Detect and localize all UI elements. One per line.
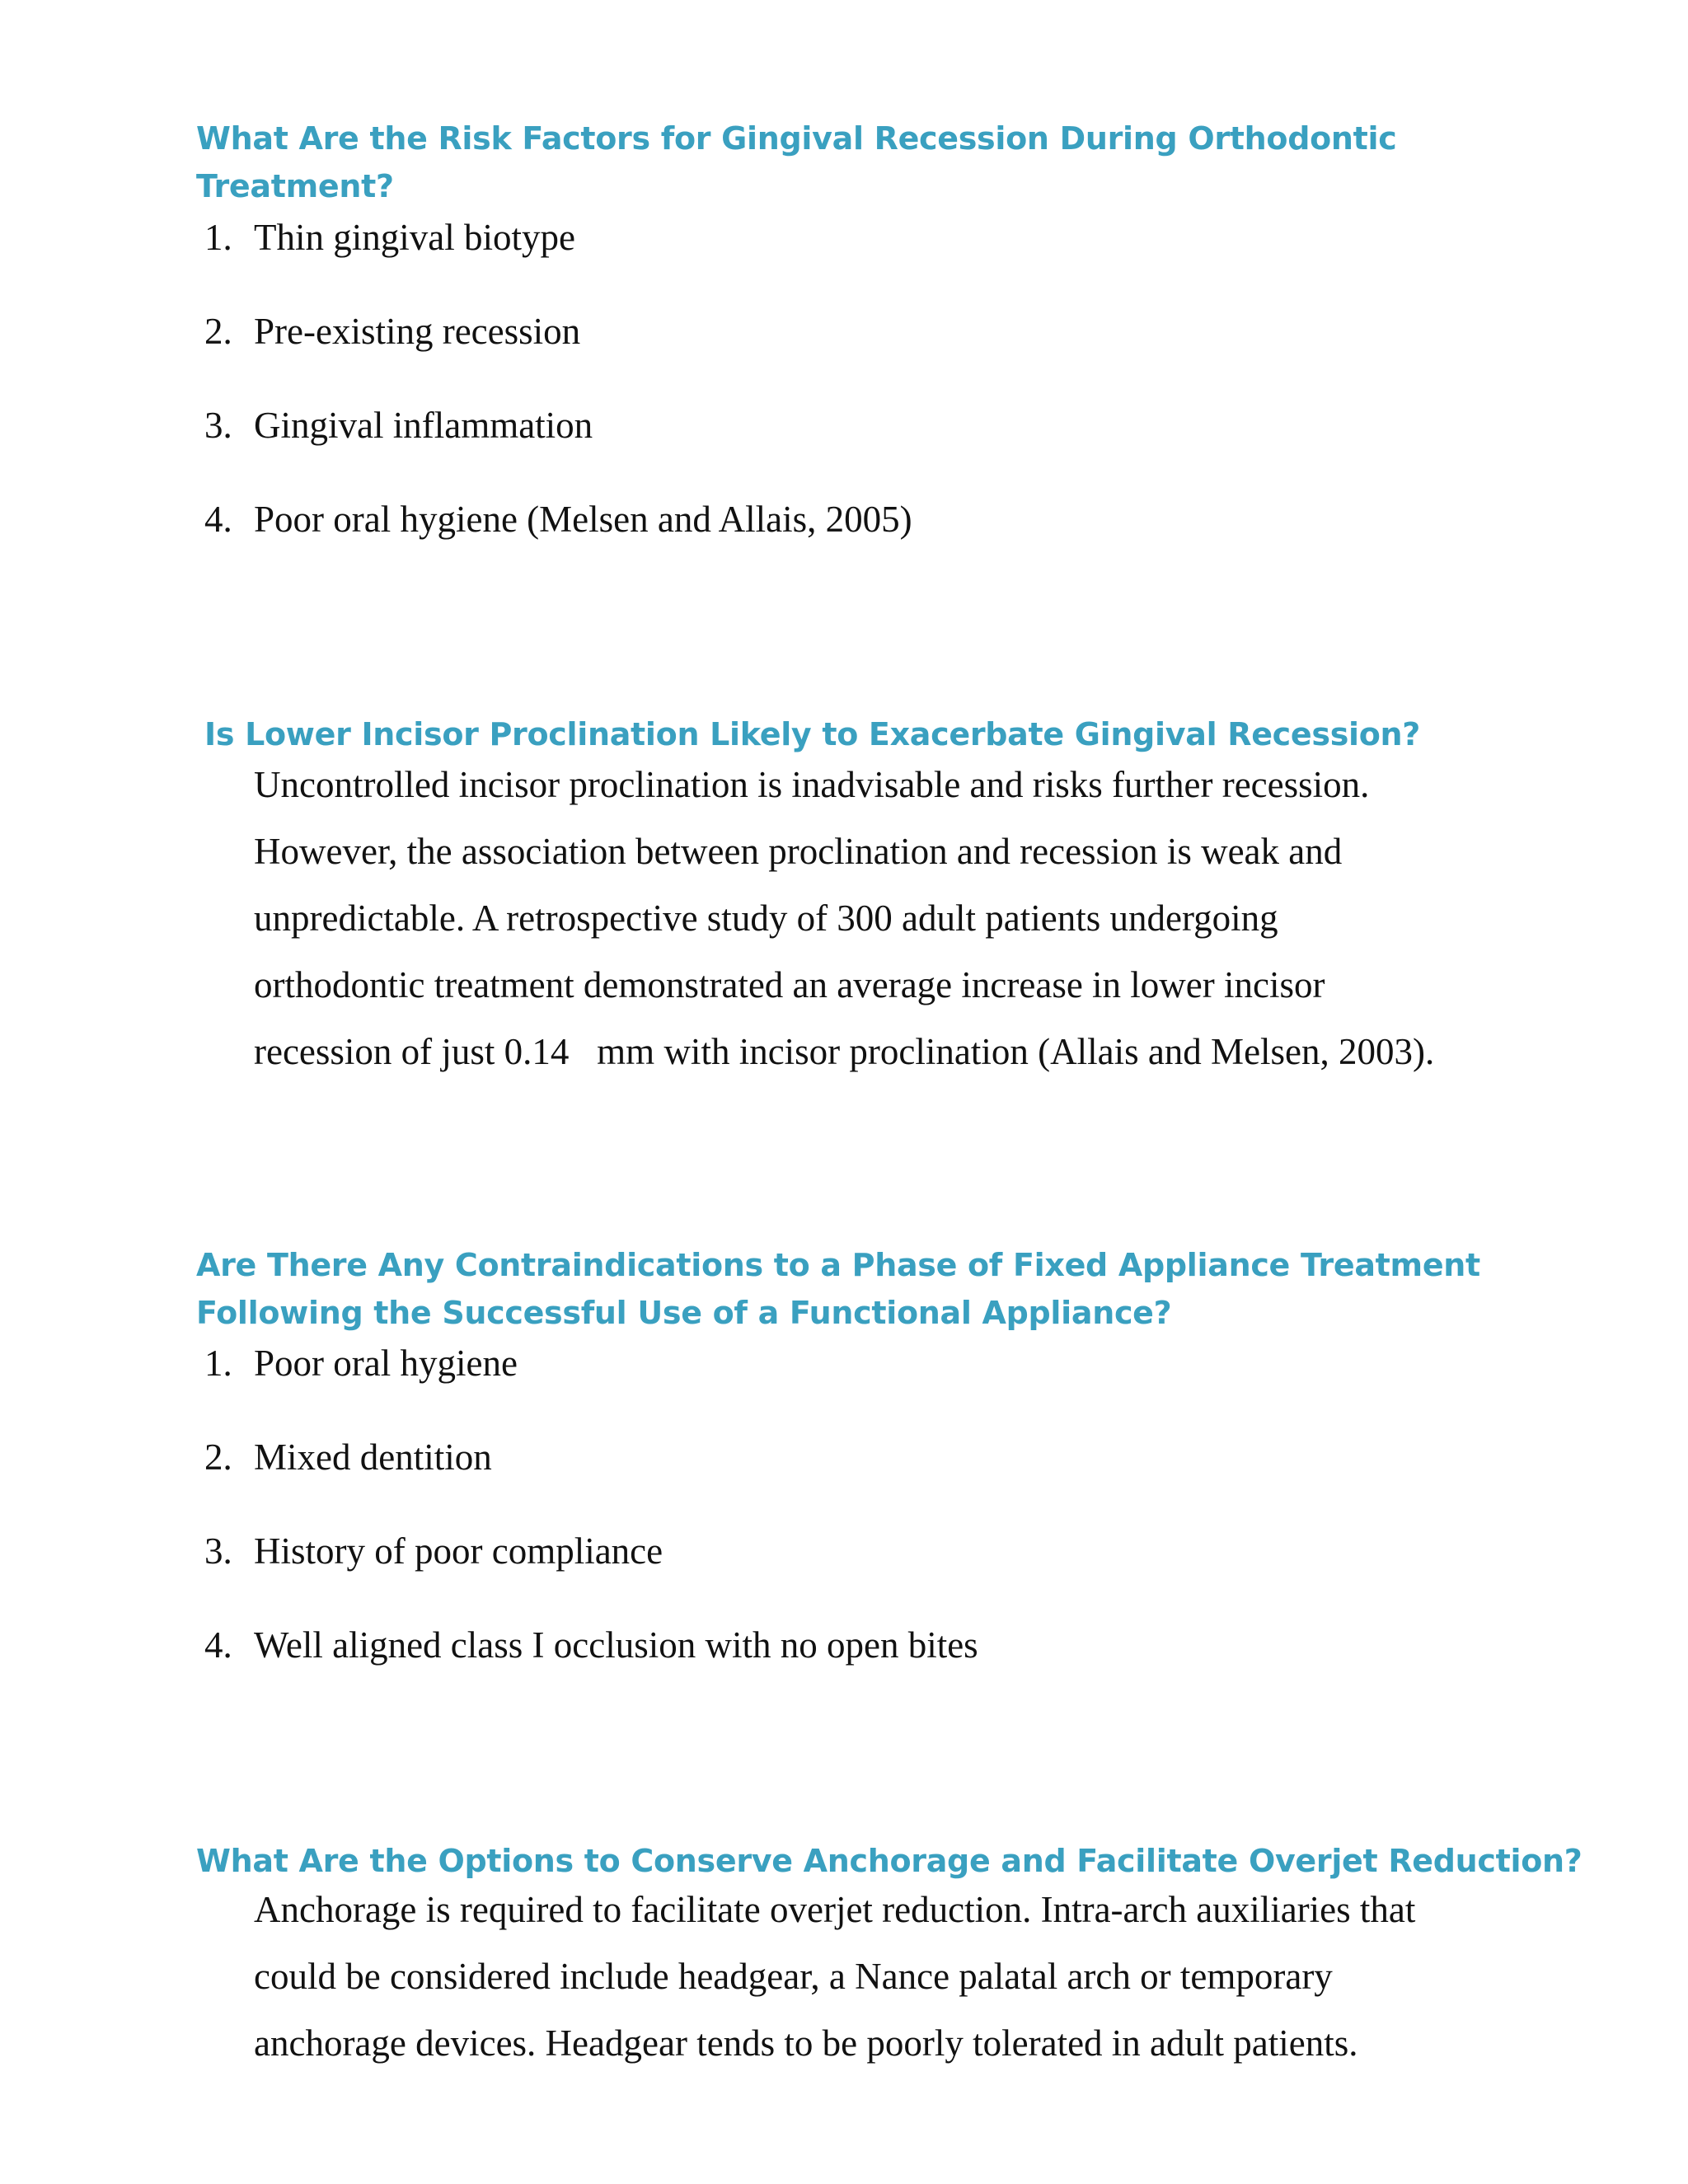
list-text: Mixed dentition: [254, 1436, 492, 1478]
paragraph-line: Uncontrolled incisor proclination is inadvisable and risks further recession.: [254, 764, 1370, 805]
list-text: Gingival inflammation: [254, 405, 593, 446]
list-number: 1.: [204, 217, 232, 258]
paragraph-line: However, the association between proclination and recession is weak and: [254, 831, 1343, 872]
paragraph-line: orthodontic treatment demonstrated an average increase in lower incisor: [254, 964, 1325, 1005]
list-number: 3.: [204, 405, 232, 446]
paragraph-line: anchorage devices. Headgear tends to be poorly tolerated in adult patients.: [254, 2022, 1358, 2064]
heading-line: What Are the Risk Factors for Gingival Recession During Orthodontic: [196, 120, 1397, 157]
list-number: 3.: [204, 1530, 232, 1572]
list-number: 2.: [204, 311, 232, 352]
heading-line: Treatment?: [196, 168, 394, 204]
heading-line: Are There Any Contraindications to a Phase of Fixed Appliance Treatment: [196, 1247, 1480, 1283]
list-number: 2.: [204, 1436, 232, 1478]
section-paragraph: [254, 752, 1434, 1085]
list-number: 4.: [204, 1624, 232, 1666]
paragraph-line: could be considered include headgear, a Nance palatal arch or temporary: [254, 1956, 1333, 1997]
list-text: Poor oral hygiene (Melsen and Allais, 2005): [254, 499, 912, 540]
heading-line: Following the Successful Use of a Functional Appliance?: [196, 1295, 1172, 1331]
section-heading: [196, 1241, 1480, 1337]
heading-line: Is Lower Incisor Proclination Likely to Exacerbate Gingival Recession?: [204, 716, 1421, 752]
paragraph-line: unpredictable. A retrospective study of 300 adult patients undergoing: [254, 898, 1278, 939]
list-text: Thin gingival biotype: [254, 217, 575, 258]
paragraph-line: Anchorage is required to facilitate overjet reduction. Intra-arch auxiliaries that: [254, 1889, 1416, 1930]
list-text: History of poor compliance: [254, 1530, 663, 1572]
paragraph-line: recession of just 0.14 mm with incisor proclination (Allais and Melsen, 2003).: [254, 1031, 1435, 1072]
list-number: 1.: [204, 1343, 232, 1384]
list-text: Poor oral hygiene: [254, 1343, 518, 1384]
section-paragraph: [254, 1877, 1415, 2077]
heading-line: What Are the Options to Conserve Anchorage and Facilitate Overjet Reduction?: [196, 1843, 1582, 1879]
list-number: 4.: [204, 499, 232, 540]
section-heading: [196, 115, 1396, 210]
list-text: Pre-existing recession: [254, 311, 581, 352]
list-text: Well aligned class I occlusion with no open bites: [254, 1624, 978, 1666]
